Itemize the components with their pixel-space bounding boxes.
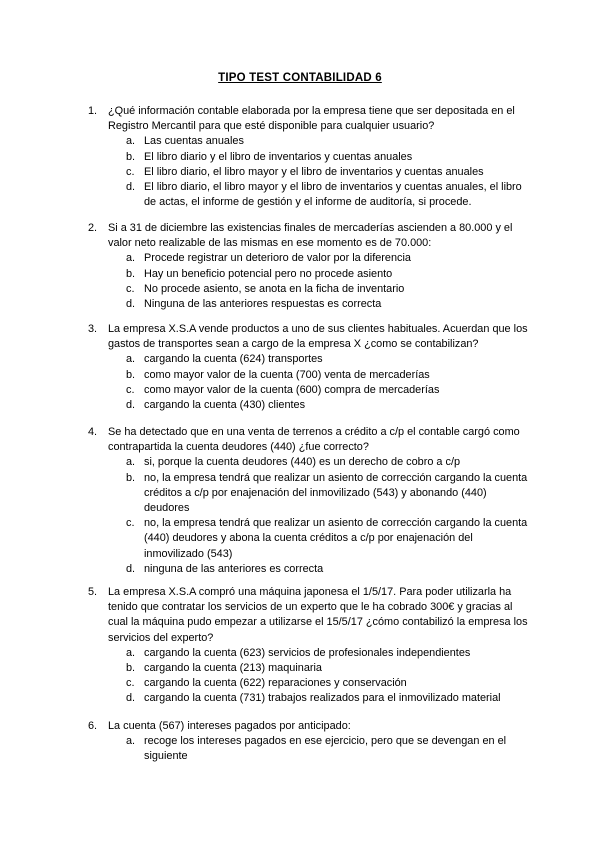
page-title: TIPO TEST CONTABILIDAD 6 [218, 72, 382, 84]
question-text: ¿Qué información contable elaborada por la empresa tiene que ser depositada en el Registro Mercantil para que esté disponible para cualquier usuario? [108, 105, 515, 133]
option-a [126, 134, 528, 149]
option-a [126, 251, 528, 266]
option-a [126, 646, 528, 661]
option-text: Las cuentas anuales [144, 135, 244, 148]
option-text: como mayor valor de la cuenta (700) venta de mercaderías [144, 368, 430, 381]
option-d [126, 297, 528, 312]
question-4 [88, 425, 528, 577]
question-text: Si a 31 de diciembre las existencias finales de mercaderías ascienden a 80.000 y el valor neto realizable de las mismas en ese momento es de 70.000: [108, 222, 513, 250]
option-a [126, 455, 528, 470]
options-list [126, 646, 528, 707]
option-text: cargando la cuenta (731) trabajos realizados para el inmovilizado material [144, 692, 501, 705]
option-b [126, 150, 528, 165]
option-text: Ninguna de las anteriores respuestas es correcta [144, 298, 382, 311]
question-number: 3. [88, 323, 98, 335]
option-text: Procede registrar un deterioro de valor por la diferencia [144, 252, 411, 265]
option-text: ninguna de las anteriores es correcta [144, 562, 324, 575]
option-letter: d. [126, 298, 136, 311]
question-1 [88, 104, 528, 210]
option-letter: a. [126, 456, 136, 469]
question-text: La cuenta (567) intereses pagados por anticipado: [108, 720, 351, 732]
option-letter: c. [126, 517, 135, 530]
option-text: cargando la cuenta (213) maquinaria [144, 662, 322, 675]
option-a [126, 734, 528, 764]
option-letter: c. [126, 677, 135, 690]
options-list [126, 455, 528, 577]
option-letter: a. [126, 252, 136, 265]
question-number: 4. [88, 426, 98, 438]
option-text: no, la empresa tendrá que realizar un asiento de corrección cargando la cuenta (440) deudores y abona la cuenta créditos a c/p por enajenación del inmovilizado (543) [144, 517, 528, 560]
option-letter: d. [126, 399, 136, 412]
option-b [126, 661, 528, 676]
option-letter: a. [126, 735, 136, 748]
option-letter: d. [126, 562, 136, 575]
option-d [126, 562, 528, 577]
option-text: El libro diario y el libro de inventarios y cuentas anuales [144, 150, 413, 163]
option-text: si, porque la cuenta deudores (440) es un derecho de cobro a c/p [144, 456, 461, 469]
option-text: recoge los intereses pagados en ese ejercicio, pero que se devengan en el siguiente [144, 735, 507, 763]
option-letter: a. [126, 353, 136, 366]
question-5 [88, 585, 528, 707]
option-text: El libro diario, el libro mayor y el libro de inventarios y cuentas anuales [144, 165, 484, 178]
question-text: La empresa X.S.A compró una máquina japonesa el 1/5/17. Para poder utilizarla ha tenido que contratar los servicios de un experto que le ha cobrado 300€ y gracias al cual la máquina pudo empezar a utilizarse el 15/5/17 ¿cómo contabilizó la empresa los servicios del experto? [108, 586, 528, 644]
option-b [126, 471, 528, 517]
option-letter: b. [126, 368, 136, 381]
question-text: La empresa X.S.A vende productos a uno de sus clientes habituales. Acuerdan que los gastos de transportes sean a cargo de la empresa X ¿como se contabilizan? [108, 323, 528, 351]
question-2 [88, 221, 528, 312]
options-list [126, 251, 528, 312]
option-c [126, 282, 528, 297]
option-letter: b. [126, 150, 136, 163]
options-list [126, 734, 528, 764]
option-letter: c. [126, 383, 135, 396]
option-d [126, 691, 528, 706]
option-text: cargando la cuenta (623) servicios de profesionales independientes [144, 646, 471, 659]
options-list [126, 134, 528, 210]
option-text: No procede asiento, se anota en la ficha de inventario [144, 282, 405, 295]
question-number: 5. [88, 586, 98, 598]
option-letter: a. [126, 646, 136, 659]
question-6 [88, 719, 528, 765]
option-text: no, la empresa tendrá que realizar un asiento de corrección cargando la cuenta créditos a c/p por enajenación del inmovilizado (543) y abonando (440) deudores [144, 471, 528, 515]
question-number: 1. [88, 105, 98, 117]
option-a [126, 352, 528, 367]
option-text: El libro diario, el libro mayor y el libro de inventarios y cuentas anuales, el libro de actas, el informe de gestión y el informe de auditoría, si procede. [144, 181, 522, 209]
option-c [126, 165, 528, 180]
option-d [126, 180, 528, 210]
option-b [126, 267, 528, 282]
question-3 [88, 322, 528, 413]
option-letter: b. [126, 267, 136, 280]
option-c [126, 516, 528, 562]
option-text: cargando la cuenta (624) transportes [144, 353, 323, 366]
option-text: Hay un beneficio potencial pero no procede asiento [144, 267, 393, 280]
option-letter: c. [126, 282, 135, 295]
option-letter: b. [126, 471, 136, 484]
option-letter: d. [126, 692, 136, 705]
option-c [126, 383, 528, 398]
question-number: 6. [88, 720, 98, 732]
option-letter: c. [126, 165, 135, 178]
options-list [126, 352, 528, 413]
question-text: Se ha detectado que en una venta de terrenos a crédito a c/p el contable cargó como contrapartida la cuenta deudores (440) ¿fue correcto? [108, 426, 520, 454]
option-c [126, 676, 528, 691]
option-letter: b. [126, 662, 136, 675]
option-text: cargando la cuenta (622) reparaciones y conservación [144, 677, 407, 690]
option-letter: a. [126, 135, 136, 148]
option-text: cargando la cuenta (430) clientes [144, 399, 306, 412]
option-d [126, 398, 528, 413]
option-text: como mayor valor de la cuenta (600) compra de mercaderías [144, 383, 440, 396]
question-number: 2. [88, 222, 98, 234]
option-letter: d. [126, 181, 136, 194]
option-b [126, 368, 528, 383]
